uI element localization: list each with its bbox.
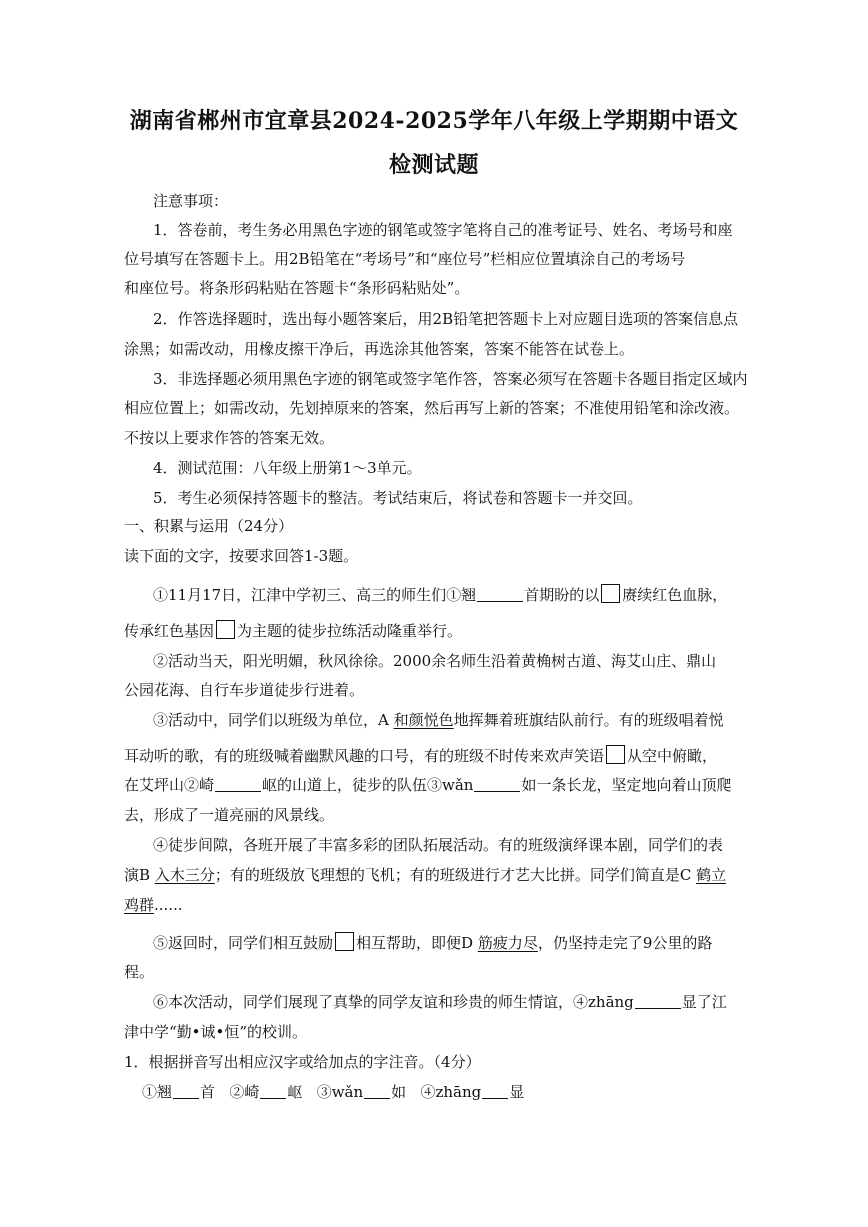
notice-item3-line3: 不按以上要求作答的答案无效。: [124, 429, 335, 447]
answer-blank-4[interactable]: [482, 1083, 508, 1099]
passage-p5-line1: ⑤返回时，同学们相互鼓励 相互帮助，即便D 筋疲力尽，仍坚持走完了9公里的路: [153, 934, 713, 952]
passage-p4-line1: ④徒步间隙，各班开展了丰富多彩的团队拓展活动。有的班级演绎课本剧，同学们的表: [153, 836, 724, 854]
section1-intro: 读下面的文字，按要求回答1-3题。: [124, 547, 359, 565]
blank-4[interactable]: [635, 993, 681, 1009]
notice-item1-line1: 1．答卷前，考生务必用黑色字迹的钢笔或签字笔将自己的准考证号、姓名、考场号和座: [153, 221, 733, 239]
passage-p2-line2: 公园花海、自行车步道徒步行进着。: [124, 681, 365, 699]
punctuation-box[interactable]: [216, 620, 235, 639]
passage-p5-line2: 程。: [124, 963, 155, 981]
passage-p4-line2: 演B 入木三分；有的班级放飞理想的飞机；有的班级进行才艺大比拼。同学们简直是C 鹤立: [124, 866, 727, 884]
underlined-idiom-c-part1: 鹤立: [696, 866, 727, 884]
passage-p4-line3: 鸡群......: [124, 896, 183, 914]
notice-item1-line2: 位号填写在答题卡上。用2B铅笔在“考场号”和“座位号”栏相应位置填涂自己的考场号: [124, 250, 686, 268]
underlined-idiom-b: 入木三分: [154, 866, 215, 884]
notice-heading: 注意事项：: [153, 192, 229, 210]
passage-p2-line1: ②活动当天，阳光明媚，秋风徐徐。2000余名师生沿着黄桷树古道、海艾山庄、鼎山: [153, 652, 717, 670]
notice-item2-line1: 2．作答选择题时，选出每小题答案后，用2B铅笔把答题卡上对应题目选项的答案信息点: [153, 310, 739, 328]
passage-p6-line1: ⑥本次活动，同学们展现了真挚的同学友谊和珍贵的师生情谊，④zhāng 显了江: [153, 993, 727, 1011]
exam-title-line2: 检测试题: [388, 152, 479, 178]
question1-answers: ①翘 首 ②崎 岖 ③wǎn 如 ④zhāng 显: [142, 1083, 525, 1101]
passage-p6-line2: 津中学“勤•诚•恒”的校训。: [124, 1023, 308, 1041]
question1-stem: 1．根据拼音写出相应汉字或给加点的字注音。（4分）: [124, 1053, 481, 1071]
blank-1[interactable]: [477, 586, 523, 602]
passage-p1-line1: ①11月17日，江津中学初三、高三的师生们①翘 首期盼的以 赓续红色血脉，: [153, 586, 728, 604]
punctuation-box[interactable]: [606, 745, 625, 764]
underlined-idiom-d: 筋疲力尽: [477, 934, 538, 952]
notice-item1-line3: 和座位号。将条形码粘贴在答题卡“条形码粘贴处”。: [124, 279, 470, 297]
notice-item3-line1: 3．非选择题必须用黑色字迹的钢笔或签字笔作答，答案必须写在答题卡各题目指定区域内: [153, 370, 748, 388]
answer-blank-1[interactable]: [173, 1083, 199, 1099]
punctuation-box[interactable]: [601, 584, 620, 603]
passage-p3-line3: 在艾坪山②崎 岖的山道上，徒步的队伍③wǎn 如一条长龙，坚定地向着山顶爬: [124, 776, 732, 794]
punctuation-box[interactable]: [335, 932, 354, 951]
notice-item5: 5．考生必须保持答题卡的整洁。考试结束后，将试卷和答题卡一并交回。: [153, 489, 643, 507]
answer-blank-3[interactable]: [364, 1083, 390, 1099]
passage-p3-line4: 去，形成了一道亮丽的风景线。: [124, 806, 335, 824]
passage-p3-line2: 耳动听的歌，有的班级喊着幽默风趣的口号，有的班级不时传来欢声笑语 从空中俯瞰，: [124, 747, 718, 765]
notice-item2-line2: 涂黑；如需改动，用橡皮擦干净后，再选涂其他答案，答案不能答在试卷上。: [124, 340, 635, 358]
blank-2[interactable]: [215, 776, 261, 792]
notice-item3-line2: 相应位置上；如需改动，先划掉原来的答案，然后再写上新的答案；不准使用铅笔和涂改液。: [124, 399, 740, 417]
notice-item4: 4．测试范围：八年级上册第1～3单元。: [153, 459, 422, 477]
exam-title-line1: 湖南省郴州市宜章县2024-2025学年八年级上学期期中语文: [129, 108, 739, 134]
answer-blank-2[interactable]: [260, 1083, 286, 1099]
passage-p3-line1: ③活动中，同学们以班级为单位，A 和颜悦色地挥舞着班旗结队前行。有的班级唱着悦: [153, 711, 724, 729]
underlined-idiom-a: 和颜悦色: [393, 711, 454, 729]
passage-p1-line2: 传承红色基因 为主题的徒步拉练活动隆重举行。: [124, 622, 463, 640]
underlined-idiom-c-part2: 鸡群: [124, 896, 155, 914]
blank-3[interactable]: [474, 776, 520, 792]
section1-heading: 一、积累与运用（24分）: [124, 517, 294, 535]
